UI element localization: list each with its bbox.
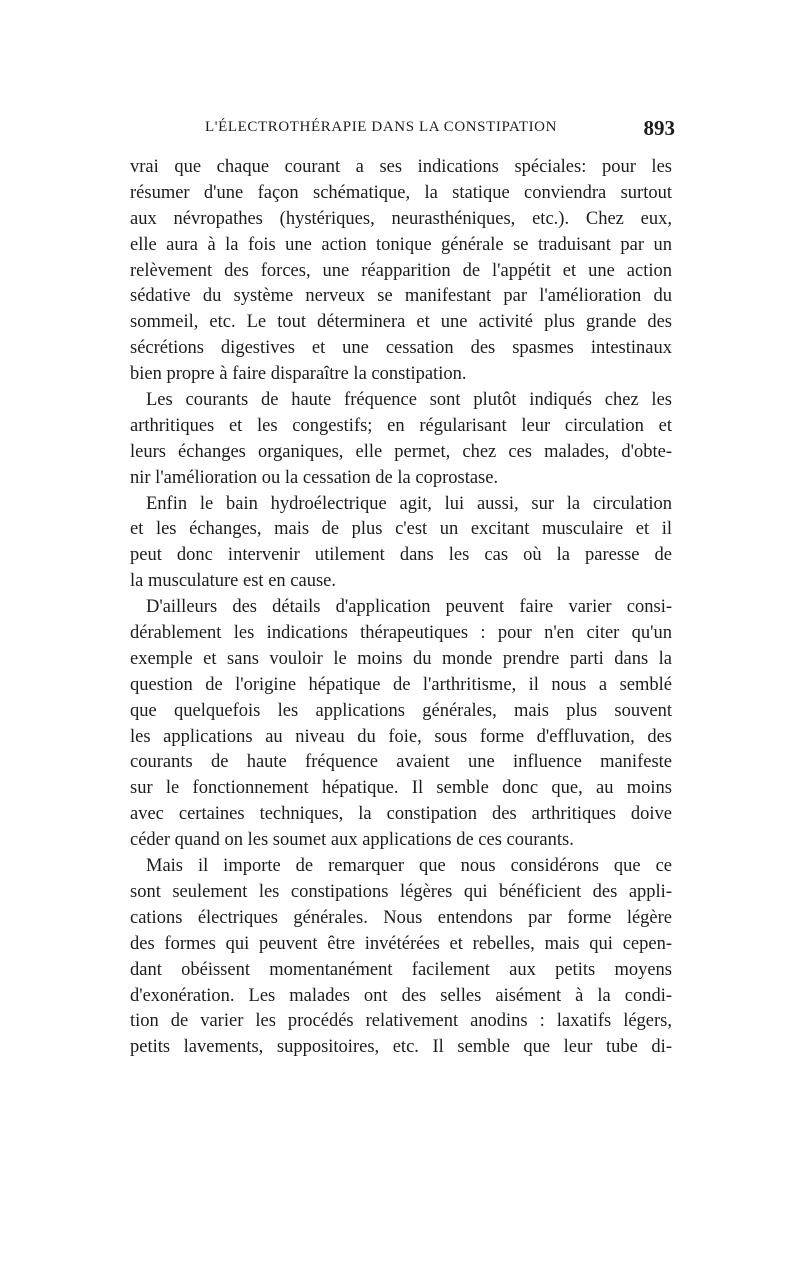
text-line: d'exonération. Les malades ont des selles aisément à la condi-	[130, 985, 672, 1006]
text-line: courants de haute fréquence avaient une influence manifeste	[130, 752, 672, 773]
text-line: vrai que chaque courant a ses indications spéciales: pour les	[130, 157, 672, 177]
text-line: peut donc intervenir utilement dans les cas où la paresse de	[130, 545, 672, 566]
text-line: dérablement les indications thérapeutiques : pour n'en citer qu'un	[130, 623, 672, 644]
text-line: Mais il importe de remarquer que nous considérons que ce	[146, 856, 672, 877]
text-line: aux névropathes (hystériques, neurasthéniques, etc.). Chez eux,	[130, 208, 672, 229]
paragraph	[130, 388, 672, 492]
page-number: 893	[643, 116, 675, 140]
text-line: dant obéissent momentanément facilement aux petits moyens	[130, 959, 672, 980]
text-line: arthritiques et les congestifs; en régularisant leur circulation et	[130, 415, 672, 436]
text-line: avec certaines techniques, la constipation des arthritiques doive	[130, 804, 672, 825]
text-line: exemple et sans vouloir le moins du monde prendre parti dans la	[130, 648, 672, 669]
text-line: nir l'amélioration ou la cessation de la coprostase.	[130, 467, 499, 488]
text-line: bien propre à faire disparaître la constipation.	[130, 364, 467, 385]
text-line: Enfin le bain hydroélectrique agit, lui aussi, sur la circulation	[146, 493, 672, 514]
text-line: D'ailleurs des détails d'application peuvent faire varier consi-	[146, 597, 672, 618]
text-line: relèvement des forces, une réapparition de l'appétit et une action	[130, 260, 672, 281]
paragraph	[130, 492, 672, 596]
text-line: question de l'origine hépatique de l'arthritisme, il nous a semblé	[130, 674, 672, 695]
text-line: elle aura à la fois une action tonique générale se traduisant par un	[130, 234, 672, 255]
text-line: céder quand on les soumet aux applications de ces courants.	[130, 830, 574, 851]
text-line: et les échanges, mais de plus c'est un excitant musculaire et il	[130, 519, 672, 540]
paragraph	[130, 595, 672, 854]
text-line: leurs échanges organiques, elle permet, chez ces malades, d'obte-	[130, 441, 672, 462]
text-line: la musculature est en cause.	[130, 571, 336, 592]
paragraph	[130, 854, 672, 1061]
text-line: les applications au niveau du foie, sous forme d'effluvation, des	[130, 726, 672, 747]
text-line: tion de varier les procédés relativement anodins : laxatifs légers,	[130, 1011, 672, 1032]
text-line: sont seulement les constipations légères qui bénéficient des appli-	[130, 881, 672, 902]
text-line: que quelquefois les applications générales, mais plus souvent	[130, 700, 672, 721]
paragraph	[130, 155, 672, 388]
text-line: cations électriques générales. Nous entendons par forme légère	[130, 907, 672, 928]
running-header	[205, 116, 675, 142]
text-line: des formes qui peuvent être invétérées et rebelles, mais qui cepen-	[130, 933, 672, 954]
text-line: petits lavements, suppositoires, etc. Il semble que leur tube di-	[130, 1037, 672, 1058]
text-line: sur le fonctionnement hépatique. Il semble donc que, au moins	[130, 778, 672, 799]
body-text	[130, 155, 672, 1061]
text-line: résumer d'une façon schématique, la statique conviendra surtout	[130, 182, 672, 203]
text-line: sédative du système nerveux se manifestant par l'amélioration du	[130, 286, 672, 307]
running-title: L'ÉLECTROTHÉRAPIE DANS LA CONSTIPATION	[205, 119, 558, 135]
text-line: sommeil, etc. Le tout déterminera et une activité plus grande des	[130, 312, 672, 333]
text-line: sécrétions digestives et une cessation des spasmes intestinaux	[130, 338, 672, 359]
text-line: Les courants de haute fréquence sont plutôt indiqués chez les	[146, 390, 672, 411]
